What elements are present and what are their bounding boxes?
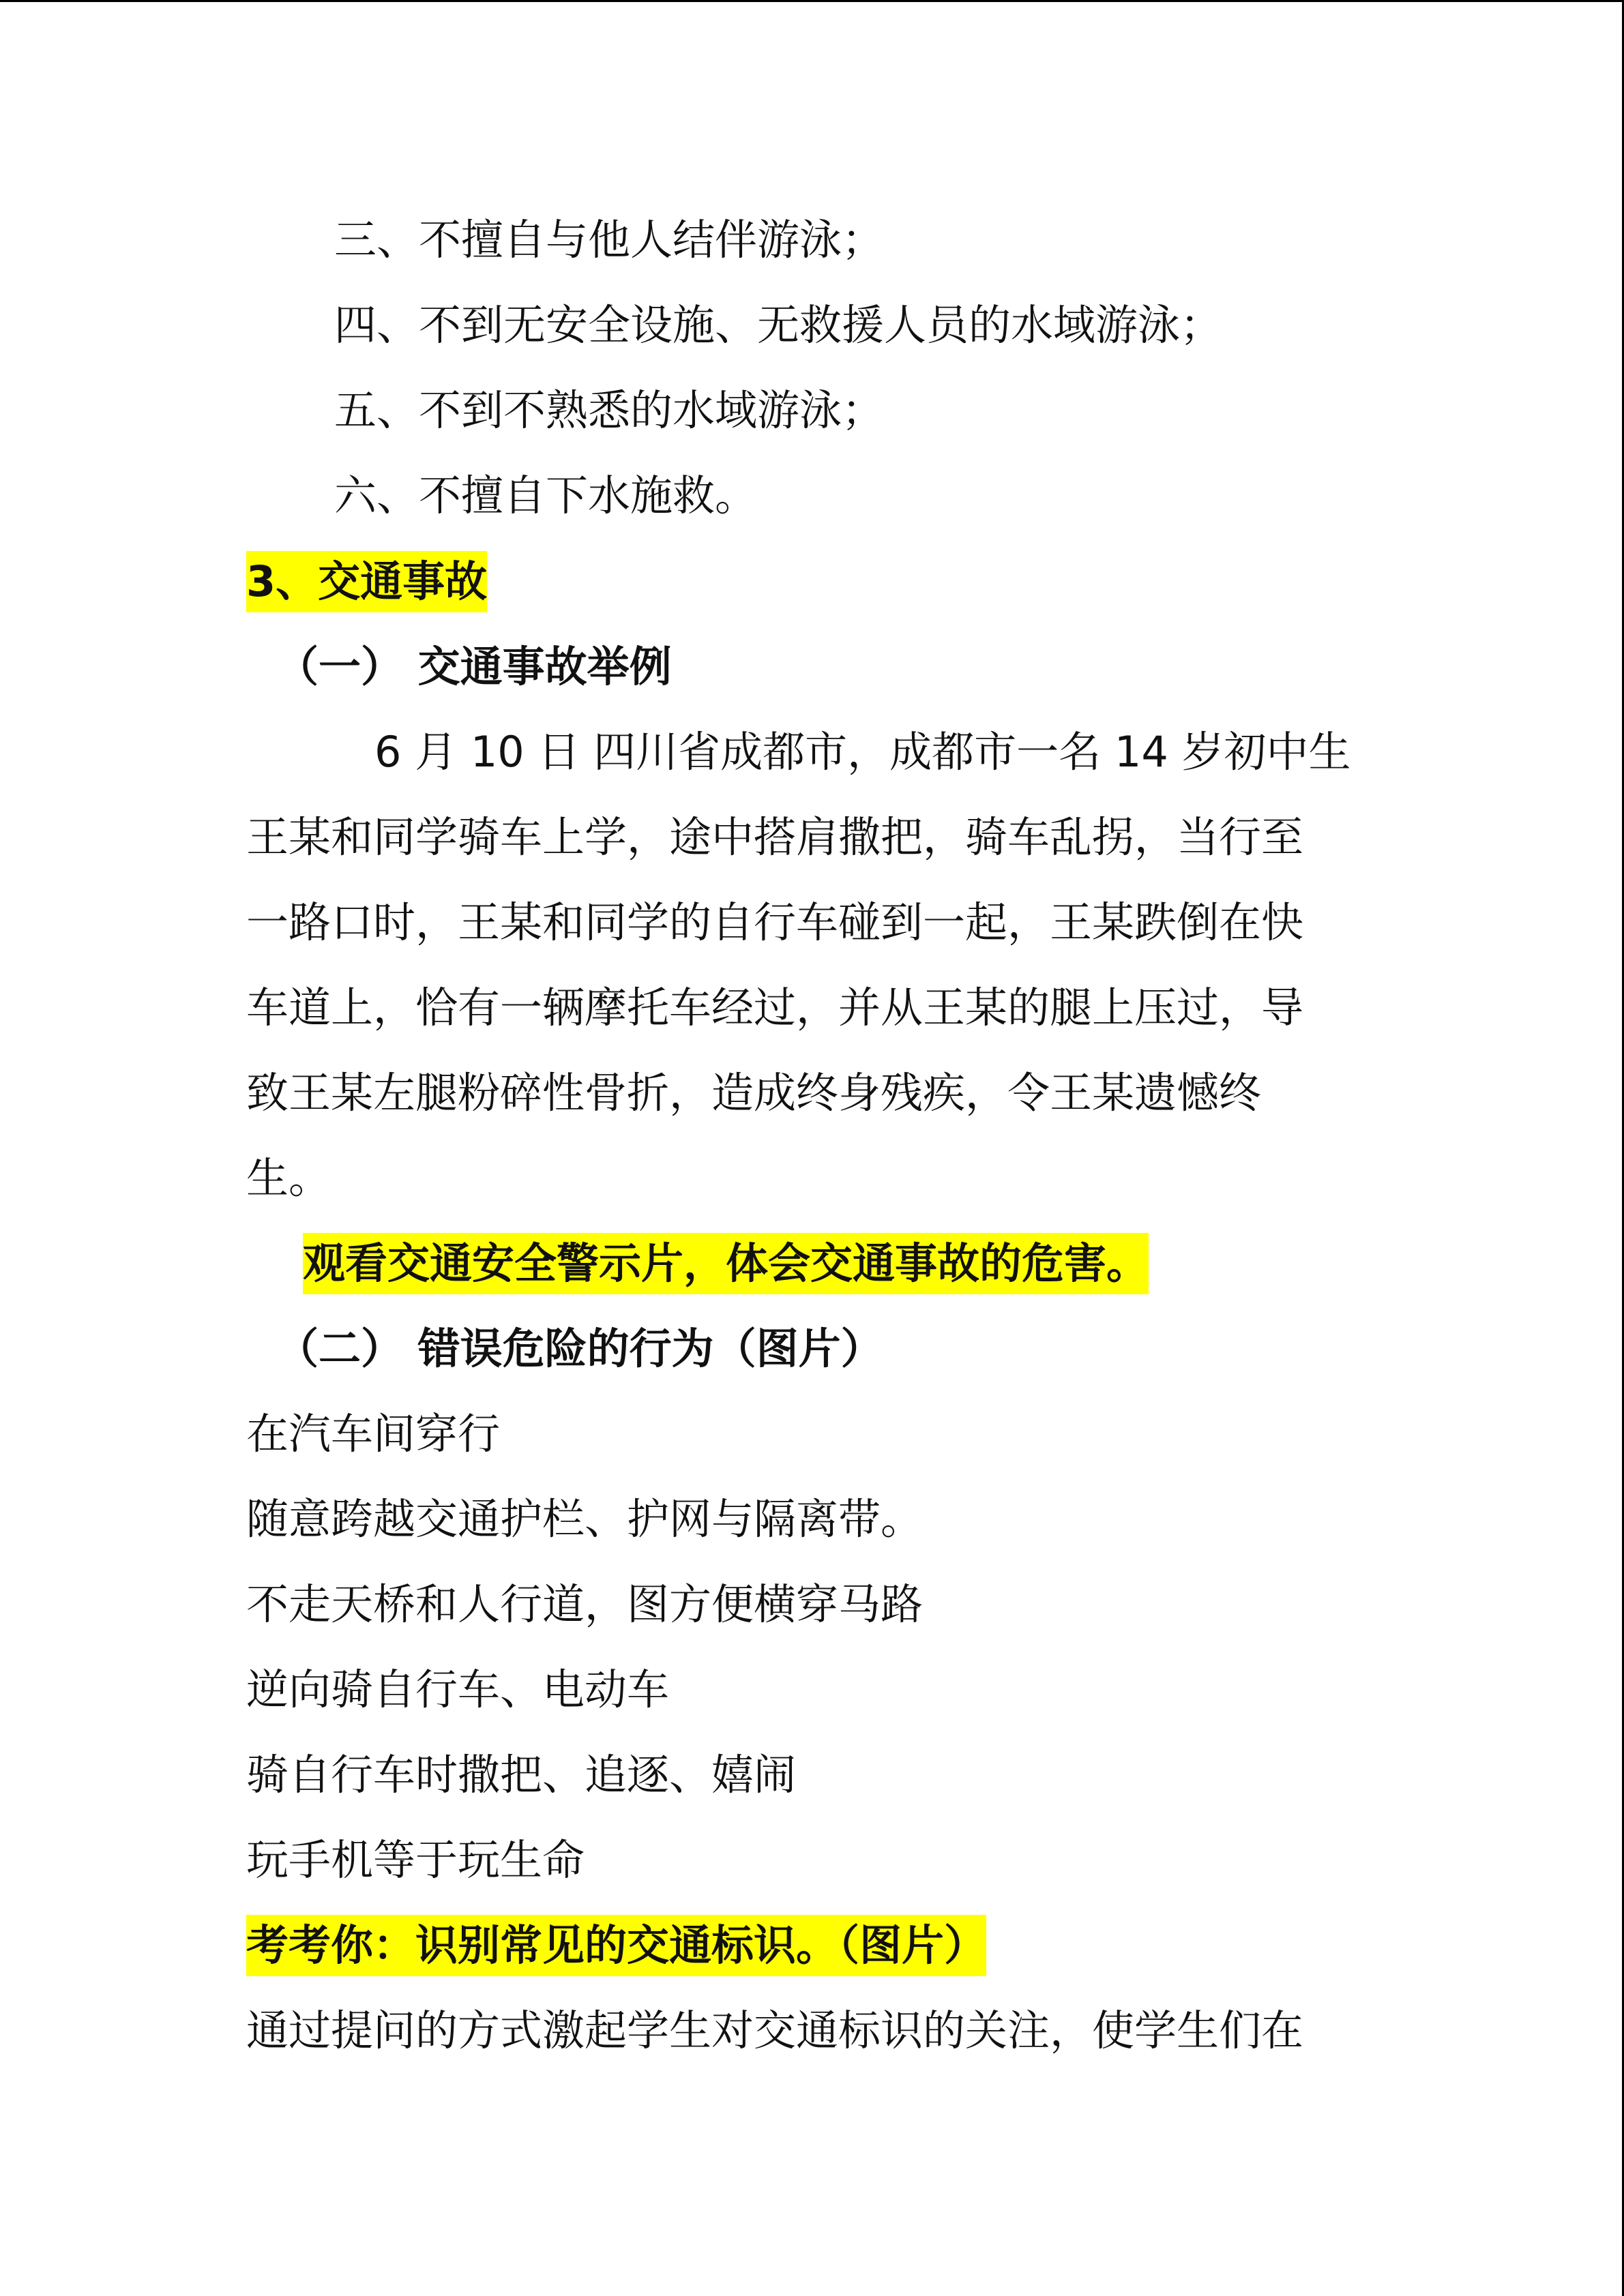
behavior-item: 骑自行车时撒把、追逐、嬉闹	[246, 1750, 797, 1800]
case-paragraph-line-4: 车道上，恰有一辆摩托车经过，并从王某的腿上压过，导	[246, 983, 1304, 1032]
subheading-dangerous-behaviors: （二） 错误危险的行为（图片）	[276, 1324, 883, 1373]
video-note: 观看交通安全警示片，体会交通事故的危害。	[303, 1233, 1149, 1294]
quiz-heading: 考考你：识别常见的交通标识。（图片）	[246, 1915, 986, 1976]
behavior-item: 不走天桥和人行道，图方便横穿马路	[246, 1579, 924, 1629]
case-paragraph-line-2: 王某和同学骑车上学，途中搭肩撒把，骑车乱拐，当行至	[246, 812, 1304, 862]
case-paragraph-line-5: 致王某左腿粉碎性骨折，造成终身残疾，令王某遗憾终	[246, 1068, 1262, 1118]
case-paragraph-line-3: 一路口时，王某和同学的自行车碰到一起，王某跌倒在快	[246, 897, 1304, 947]
swim-rule-6: 六、不擅自下水施救。	[334, 471, 758, 520]
behavior-item: 随意跨越交通护栏、护网与隔离带。	[246, 1494, 924, 1544]
section-heading-traffic: 3、交通事故	[246, 551, 487, 612]
subheading-examples: （一） 交通事故举例	[276, 642, 672, 691]
swim-rule-5: 五、不到不熟悉的水域游泳；	[334, 385, 885, 435]
quiz-paragraph-line-1: 通过提问的方式激起学生对交通标识的关注，使学生们在	[246, 2006, 1304, 2055]
page-border-top	[0, 0, 1624, 2]
behavior-item: 玩手机等于玩生命	[246, 1835, 585, 1885]
behavior-item: 在汽车间穿行	[246, 1409, 501, 1459]
case-paragraph-line-1: 6 月 10 日 四川省成都市，成都市一名 14 岁初中生	[374, 727, 1351, 777]
swim-rule-4: 四、不到无安全设施、无救援人员的水域游泳；	[334, 300, 1223, 350]
swim-rule-3: 三、不擅自与他人结伴游泳；	[334, 215, 885, 265]
behavior-item: 逆向骑自行车、电动车	[246, 1665, 670, 1714]
case-paragraph-line-6: 生。	[246, 1153, 331, 1203]
